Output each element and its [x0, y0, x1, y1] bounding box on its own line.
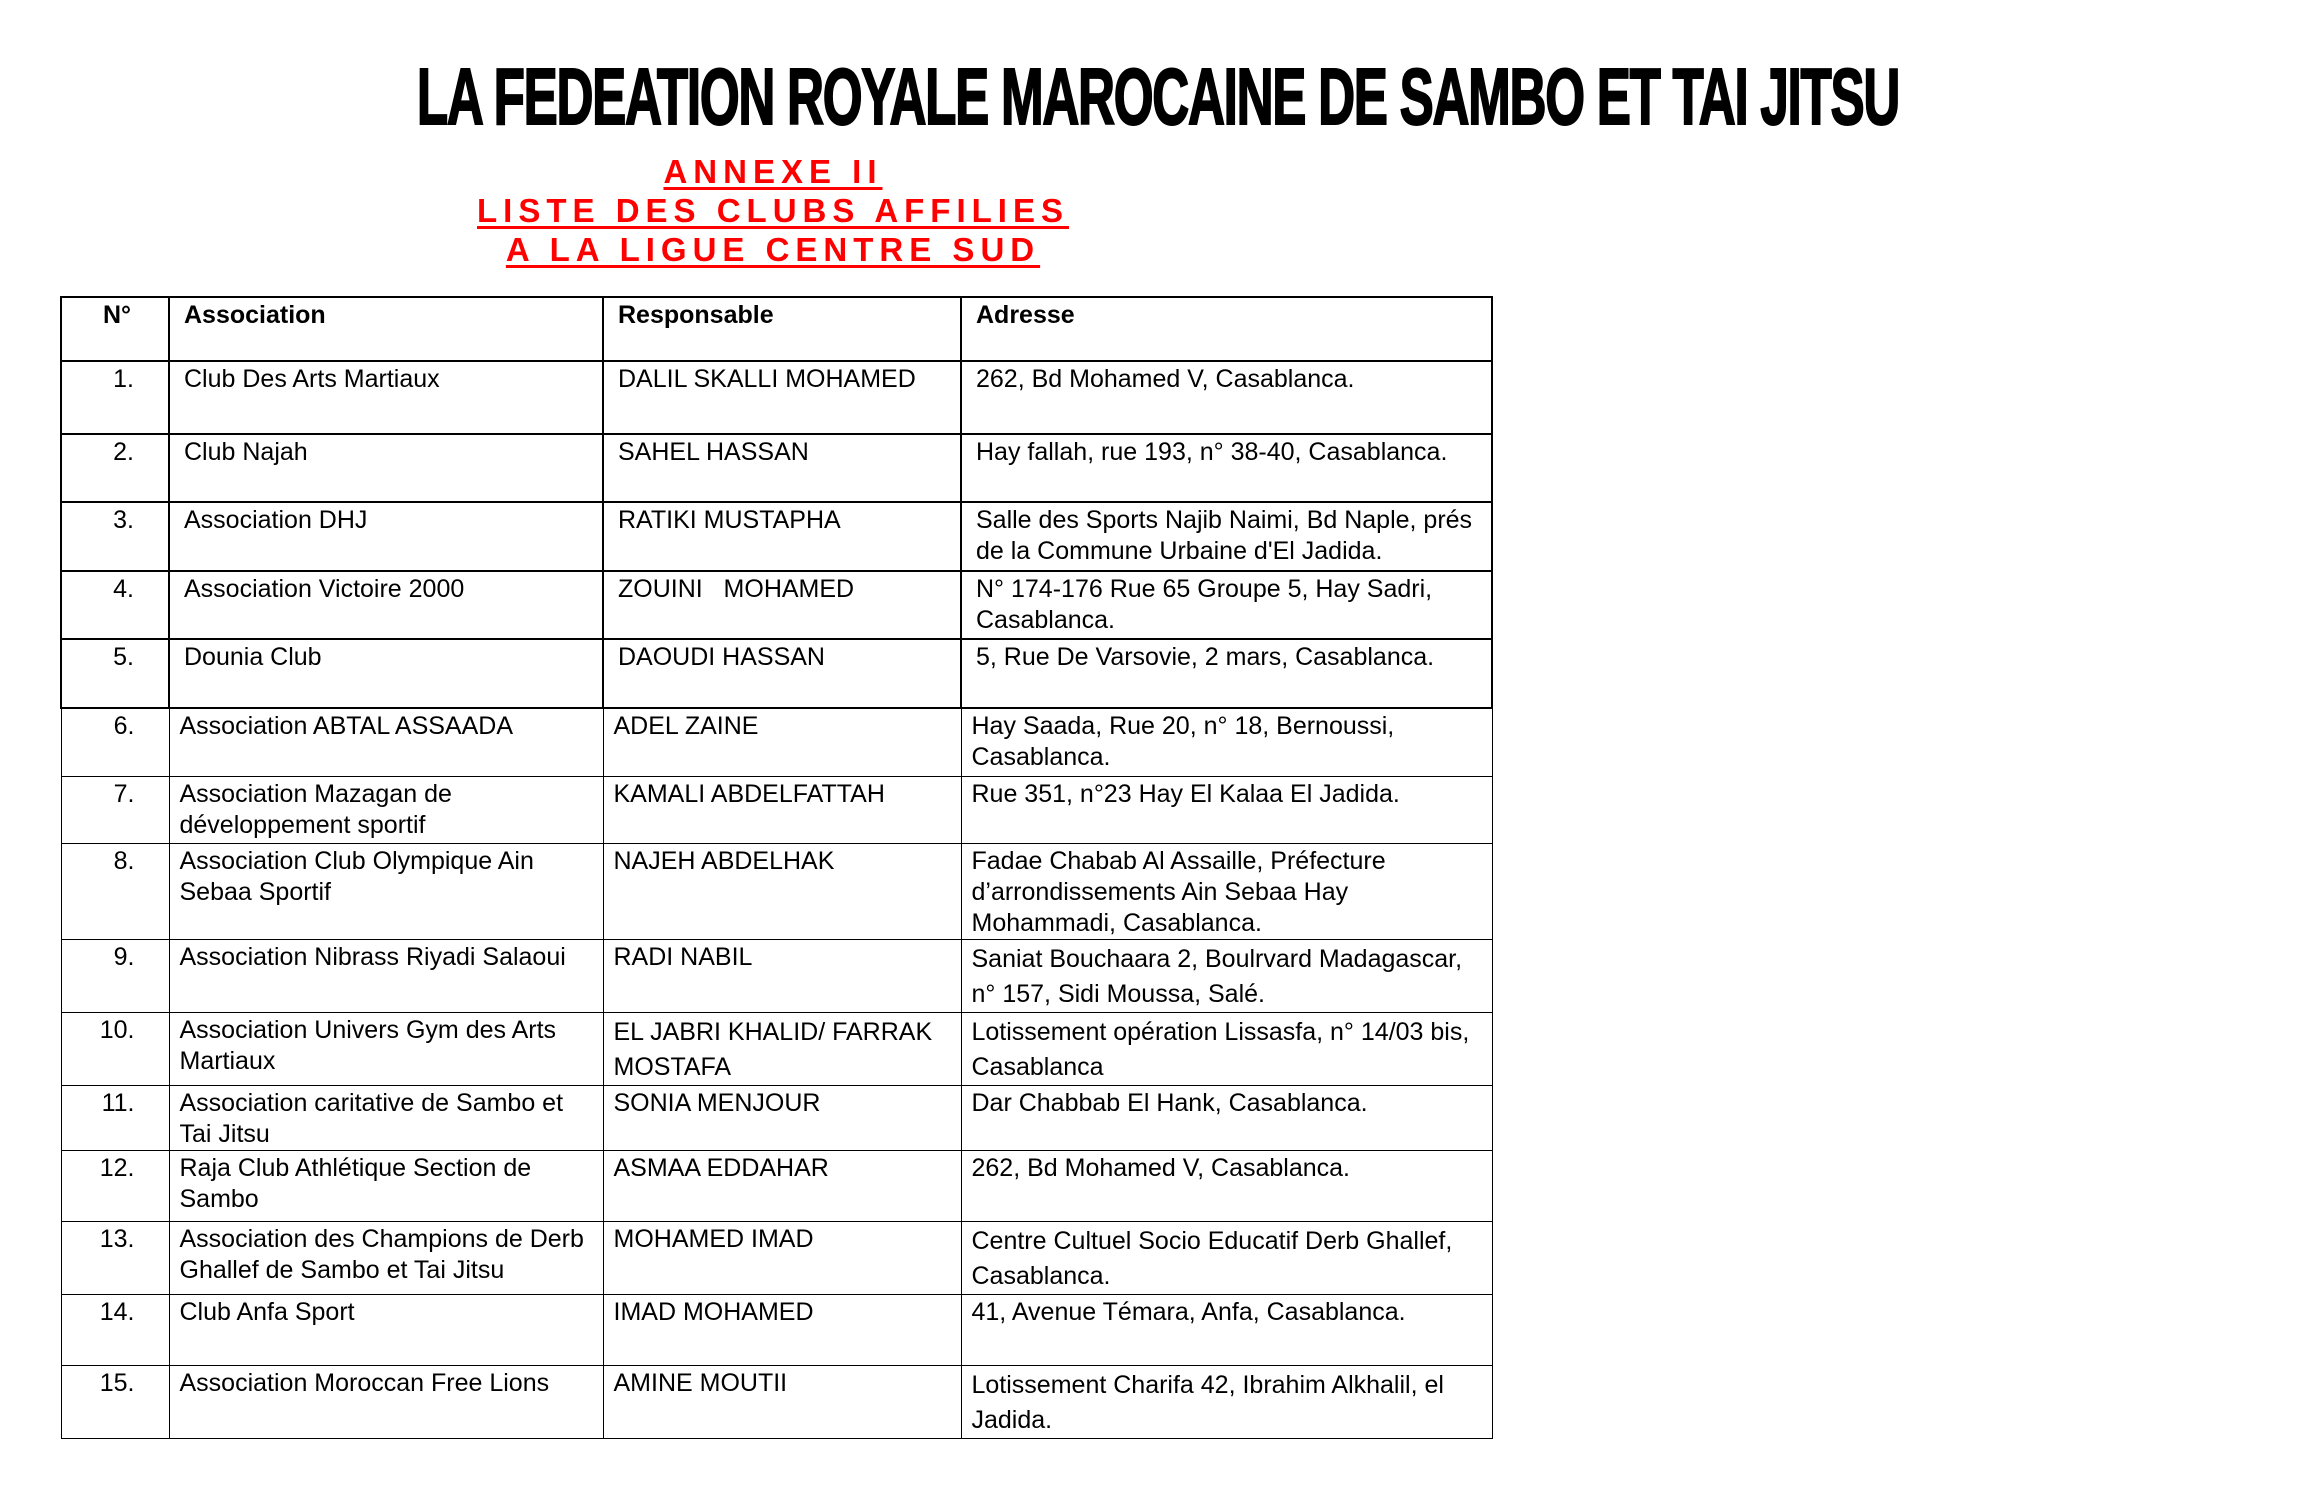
table-header-row	[61, 297, 1492, 361]
table-row	[61, 1012, 1492, 1085]
row-adresse: Dar Chabbab El Hank, Casablanca.	[961, 1085, 1492, 1150]
row-number: 7.	[61, 776, 169, 843]
row-responsable: AMINE MOUTII	[603, 1365, 961, 1438]
row-number: 13.	[61, 1221, 169, 1294]
table-row	[61, 1365, 1492, 1438]
table-row	[61, 1294, 1492, 1365]
row-association: Association Univers Gym des Arts Martiaux	[169, 1012, 603, 1085]
row-number: 3.	[61, 502, 169, 571]
table-row	[61, 639, 1492, 708]
row-responsable: DALIL SKALLI MOHAMED	[603, 361, 961, 434]
clubs-table	[60, 296, 1493, 1439]
table-row	[61, 361, 1492, 434]
header-association: Association	[169, 297, 603, 361]
annex-heading: ANNEXE II	[663, 153, 883, 190]
row-number: 9.	[61, 939, 169, 1012]
row-adresse: 41, Avenue Témara, Anfa, Casablanca.	[961, 1294, 1492, 1365]
row-adresse: 262, Bd Mohamed V, Casablanca.	[961, 361, 1492, 434]
row-association: Association caritative de Sambo et Tai Jitsu	[169, 1085, 603, 1150]
list-heading: LISTE DES CLUBS AFFILIES	[477, 192, 1069, 229]
table-row	[61, 571, 1492, 639]
row-association: Raja Club Athlétique Section de Sambo	[169, 1150, 603, 1221]
row-association: Club Najah	[169, 434, 603, 502]
row-adresse: N° 174-176 Rue 65 Groupe 5, Hay Sadri, Casablanca.	[961, 571, 1492, 639]
row-adresse: Centre Cultuel Socio Educatif Derb Ghallef, Casablanca.	[961, 1221, 1492, 1294]
row-responsable: RADI NABIL	[603, 939, 961, 1012]
row-association: Association ABTAL ASSAADA	[169, 708, 603, 776]
row-number: 8.	[61, 843, 169, 939]
row-responsable: NAJEH ABDELHAK	[603, 843, 961, 939]
table-row	[61, 1221, 1492, 1294]
row-adresse: Saniat Bouchaara 2, Boulrvard Madagascar, n° 157, Sidi Moussa, Salé.	[961, 939, 1492, 1012]
table-row	[61, 434, 1492, 502]
row-number: 12.	[61, 1150, 169, 1221]
table-row	[61, 776, 1492, 843]
row-association: Association Moroccan Free Lions	[169, 1365, 603, 1438]
row-number: 6.	[61, 708, 169, 776]
row-adresse: Fadae Chabab Al Assaille, Préfecture d’arrondissements Ain Sebaa Hay Mohammadi, Casablanca.	[961, 843, 1492, 939]
row-association: Dounia Club	[169, 639, 603, 708]
row-number: 14.	[61, 1294, 169, 1365]
row-association: Association Victoire 2000	[169, 571, 603, 639]
row-association: Association Club Olympique Ain Sebaa Sportif	[169, 843, 603, 939]
row-adresse: Hay fallah, rue 193, n° 38-40, Casablanca.	[961, 434, 1492, 502]
row-number: 4.	[61, 571, 169, 639]
row-adresse: Hay Saada, Rue 20, n° 18, Bernoussi, Casablanca.	[961, 708, 1492, 776]
table-row	[61, 502, 1492, 571]
row-number: 2.	[61, 434, 169, 502]
table-row	[61, 1085, 1492, 1150]
table-row	[61, 1150, 1492, 1221]
row-association: Association Mazagan de développement sportif	[169, 776, 603, 843]
row-responsable: MOHAMED IMAD	[603, 1221, 961, 1294]
row-adresse: 5, Rue De Varsovie, 2 mars, Casablanca.	[961, 639, 1492, 708]
row-association: Club Des Arts Martiaux	[169, 361, 603, 434]
league-heading: A LA LIGUE CENTRE SUD	[505, 231, 1041, 268]
header-responsable: Responsable	[603, 297, 961, 361]
row-adresse: Salle des Sports Najib Naimi, Bd Naple, prés de la Commune Urbaine d'El Jadida.	[961, 502, 1492, 571]
row-number: 1.	[61, 361, 169, 434]
row-number: 15.	[61, 1365, 169, 1438]
row-responsable: EL JABRI KHALID/ FARRAK MOSTAFA	[603, 1012, 961, 1085]
table-row	[61, 939, 1492, 1012]
document-title-text: LA FEDEATION ROYALE MAROCAINE DE SAMBO ET TAI JITSU	[416, 52, 1900, 141]
row-responsable: SAHEL HASSAN	[603, 434, 961, 502]
row-adresse: Rue 351, n°23 Hay El Kalaa El Jadida.	[961, 776, 1492, 843]
row-responsable: DAOUDI HASSAN	[603, 639, 961, 708]
row-adresse: Lotissement opération Lissasfa, n° 14/03 bis, Casablanca	[961, 1012, 1492, 1085]
row-responsable: SONIA MENJOUR	[603, 1085, 961, 1150]
row-responsable: ZOUINI MOHAMED	[603, 571, 961, 639]
row-association: Association DHJ	[169, 502, 603, 571]
row-adresse: Lotissement Charifa 42, Ibrahim Alkhalil, el Jadida.	[961, 1365, 1492, 1438]
table-row	[61, 708, 1492, 776]
row-number: 10.	[61, 1012, 169, 1085]
row-responsable: ASMAA EDDAHAR	[603, 1150, 961, 1221]
row-association: Association Nibrass Riyadi Salaoui	[169, 939, 603, 1012]
header-adresse: Adresse	[961, 297, 1492, 361]
row-responsable: RATIKI MUSTAPHA	[603, 502, 961, 571]
row-association: Club Anfa Sport	[169, 1294, 603, 1365]
row-responsable: KAMALI ABDELFATTAH	[603, 776, 961, 843]
row-responsable: ADEL ZAINE	[603, 708, 961, 776]
row-association: Association des Champions de Derb Ghallef de Sambo et Tai Jitsu	[169, 1221, 603, 1294]
row-number: 11.	[61, 1085, 169, 1150]
row-adresse: 262, Bd Mohamed V, Casablanca.	[961, 1150, 1492, 1221]
document-title	[0, 52, 1900, 142]
row-responsable: IMAD MOHAMED	[603, 1294, 961, 1365]
header-number: N°	[61, 297, 169, 361]
table-row	[61, 843, 1492, 939]
row-number: 5.	[61, 639, 169, 708]
